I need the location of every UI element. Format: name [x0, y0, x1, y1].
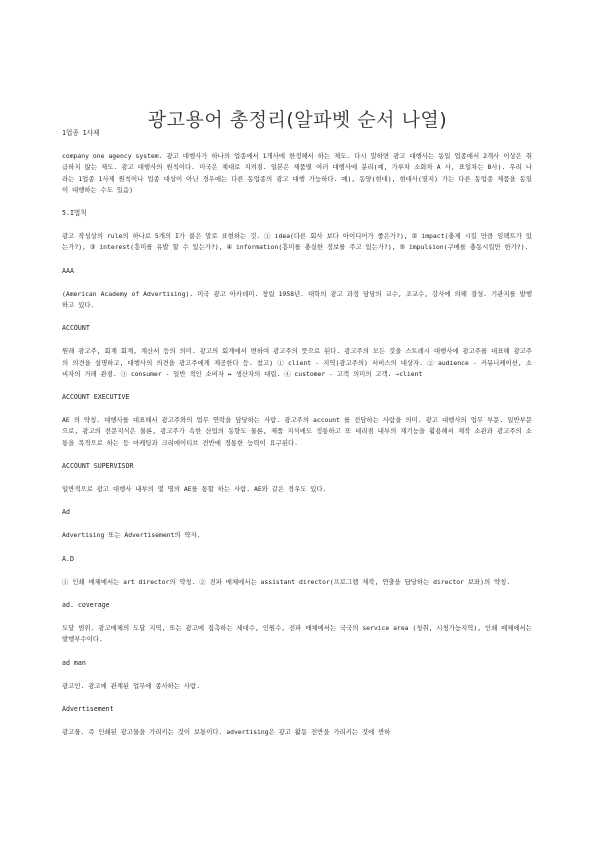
glossary-term: ACCOUNT — [62, 324, 90, 333]
glossary-term: ad man — [62, 658, 86, 667]
glossary-term: Advertisement — [62, 705, 114, 714]
glossary-definition: ① 인쇄 매체에서는 art director의 약칭. ② 전파 매체에서는 assistant director(프로그램 제작, 연출을 담당하는 director 보좌)의 약칭. — [62, 577, 511, 586]
glossary-term: Ad — [62, 508, 70, 517]
glossary-term: 1업종 1사제 — [62, 129, 100, 137]
page-title: 광고용어 총정리(알파벳 순서 나열) — [147, 108, 448, 131]
glossary-term: ACCOUNT EXECUTIVE — [62, 393, 130, 402]
glossary-definition: 일반적으로 광고 대행사 내부의 몇 명의 AE를 통할 하는 사람. AE와 같은 경우도 있다. — [62, 485, 327, 494]
glossary-term: ad. coverage — [62, 601, 110, 610]
glossary-definition: 도달 범위. 광고매체의 도달 지역, 또는 광고에 접촉하는 세대수, 인원수, 전파 매체에서는 국국의 service area (청취, 시청가능지역), 인쇄 매체에서는 발행부수이다. — [62, 624, 532, 644]
glossary-definition: (American Academy of Advertising). 미국 광고 아카데미. 창립 1958년. 대학의 광고 과정 담당의 교수, 조교수, 강사에 의해 결성. 기관지를 발행하고 있다. — [62, 289, 532, 310]
glossary-definition: 광고물. 즉 인쇄된 광고물을 가리키는 것이 보통이다. advertising은 광고 활동 전반을 가리키는 것에 반하 — [62, 728, 391, 737]
glossary-term: 5.I법칙 — [62, 209, 87, 218]
glossary-definition: AE 의 약칭. 대행사를 대표해서 광고주와의 업무 연락을 담당하는 사람. 광고주의 account 를 전담하는 사람을 의미. 광고 대행사의 업무 부문. 일반부문으로, 광고의 전문지식은 물론, 광고주가 속한 산업의 동향도 물론, 제품 지식에도 정통하고 또 대리점 내부의 제기능을 활용해서 제작 소관과 광고주의 소통을 목적으로 하는 등 마케팅과 크리에이티브 전반에 정통한 능력이 요구된다. — [62, 416, 532, 447]
glossary-body — [62, 128, 532, 739]
glossary-term: AAA — [62, 266, 74, 275]
glossary-definition: Advertising 또는 Advertisement의 약자. — [62, 531, 201, 540]
glossary-definition: 원래 광고주, 회계 회계, 계산서 등의 의미. 광고의 회계에서 변하여 광고주의 뜻으로 된다. 광고주의 모든 것을 스트레시 대행사에 광고주를 대표해 광고주의 의견을 설명하고, 대행사의 의견을 광고주에게 제공한다 등. 참고) ① client - 지역(광고주의) 서비스의 대상자. ② audience - 커뮤니케이션, 소비자의 거래 관점. ③ consumer - 일반 적인 소비자 ↔ 생산자의 대립. ④ customer - 고객 의미의 고객. →client — [62, 347, 532, 378]
glossary-definition: company one agency system. 광고 대행사가 하나의 업종에서 1개사에 한정해서 하는 제도. 다시 말하면 광고 대행사는 동일 업종에서 2개사 이상은 취급하지 않는 제도. 광고 대행사의 원칙이다. 미국은 제대로 지켜짐. 일본은 제품별 여러 대행사에 분리(예, 가루차 소화차 A 사, 표일차는 B사). 우리 나라는 1업종 1사제 원칙이나 업종 대상이 아닌 경우에는 다른 동업종의 광고 대행 가능하다. 예), 동양(현대), 현대사(열지) 가는 다른 동업종 제품을 동일이 대행하는 수도 있음) — [62, 152, 532, 194]
glossary-definition: 광고 작성상의 rule의 하나로 5개의 I가 붙은 말로 표현하는 것. ① idea(다른 회사 보다 아이디어가 좋은가?), ② impact(충제 시킬 만큼 임팩트가 있는가?), ③ interest(흥미를 유발 할 수 있는가?), ④ information(흥미를 충실한 정보를 주고 있는가?), ⑤ impulsion(구매를 충동시킬만 한가?). — [62, 232, 532, 252]
glossary-definition: 광고인. 광고에 관계된 업무에 종사하는 사람. — [62, 681, 201, 690]
glossary-term: A.D — [62, 554, 74, 563]
glossary-term: ACCOUNT SUPERVISOR — [62, 461, 134, 470]
